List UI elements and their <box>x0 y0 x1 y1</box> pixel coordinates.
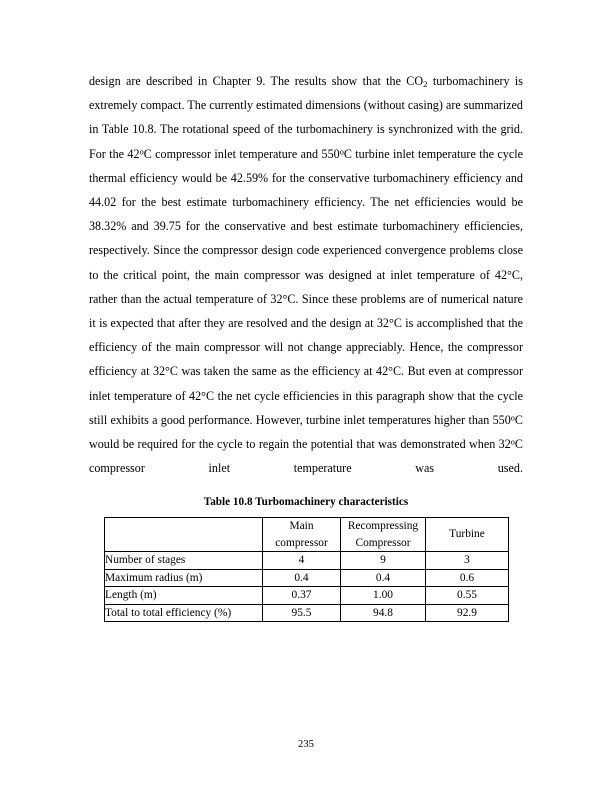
row-value: 0.4 <box>263 569 341 587</box>
table-row <box>105 552 509 570</box>
row-value: 4 <box>263 552 341 570</box>
row-value: 0.4 <box>341 569 426 587</box>
table-row <box>105 587 509 605</box>
header-line-2: Compressor <box>355 536 411 549</box>
row-value: 95.5 <box>263 604 341 622</box>
row-label: Maximum radius (m) <box>105 569 263 587</box>
degree-superscript: o <box>510 413 515 423</box>
table-header-row <box>105 518 509 552</box>
row-label: Total to total efficiency (%) <box>105 604 263 622</box>
header-line-1: Main <box>289 520 314 533</box>
degree-superscript: o <box>510 437 515 447</box>
header-line-1: Recompressing <box>347 520 419 533</box>
row-value: 3 <box>426 552 509 570</box>
table-header-recompressing-compressor <box>341 518 426 552</box>
header-line-2: compressor <box>275 536 328 549</box>
row-label: Number of stages <box>105 552 263 570</box>
header-line-1: Turbine <box>449 528 485 541</box>
row-value: 9 <box>341 552 426 570</box>
body-text-block <box>89 69 523 505</box>
row-value: 0.37 <box>263 587 341 605</box>
row-value: 0.55 <box>426 587 509 605</box>
row-label: Length (m) <box>105 587 263 605</box>
table-header-main-compressor <box>263 518 341 552</box>
paragraph-1: design are described in Chapter 9. The results show that the $CO_2$ turbomachinery is extremely compact. The currently estimated dimensions (without casing) are summarized in Table 10.8. The rotational speed of the turbomachinery is synchronized with the grid. For the 42$^o$C compressor inlet temperature and 550$^o$C turbine inlet temperature the cycle thermal efficiency would be 42.59% for the conservative turbomachinery efficiency and 44.02 for the best estimate turbomachinery efficiency. The net efficiencies would be 38.32% and 39.75 for the conservative and best estimate turbomachinery efficiencies, respectively. Since the compressor design code experienced convergence problems close to the critical point, the main compressor was designed at inlet temperature of 42°C, rather than the actual temperature of 32°C. Since these problems are of numerical nature it is expected that after they are resolved and the design at 32°C is accomplished that the efficiency of the main compressor will not change appreciably. Hence, the compressor efficiency at 32°C was taken the same as the efficiency at 42°C. But even at compressor inlet temperature of 42°C the net cycle efficiencies in this paragraph show that the cycle still exhibits a good performance. However, turbine inlet temperatures higher than 550$^o$C would be required for the cycle to regain the potential that was demonstrated when 32$^o$C compressor inlet temperature was used. <box>89 74 523 476</box>
table-row <box>105 604 509 622</box>
table-corner-header <box>105 518 263 552</box>
table-header-turbine <box>426 518 509 552</box>
row-value: 92.9 <box>426 604 509 622</box>
turbomachinery-table-wrapper <box>104 517 508 622</box>
degree-superscript: o <box>339 147 344 157</box>
row-value: 94.8 <box>341 604 426 622</box>
row-value: 0.6 <box>426 569 509 587</box>
subscript: 2 <box>423 78 428 89</box>
table-caption: Table 10.8 Turbomachinery characteristics <box>203 496 409 508</box>
row-value: 1.00 <box>341 587 426 605</box>
degree-superscript: o <box>139 147 144 157</box>
table-row <box>105 569 509 587</box>
turbomachinery-table <box>104 517 509 622</box>
page-number: 235 <box>298 739 314 750</box>
